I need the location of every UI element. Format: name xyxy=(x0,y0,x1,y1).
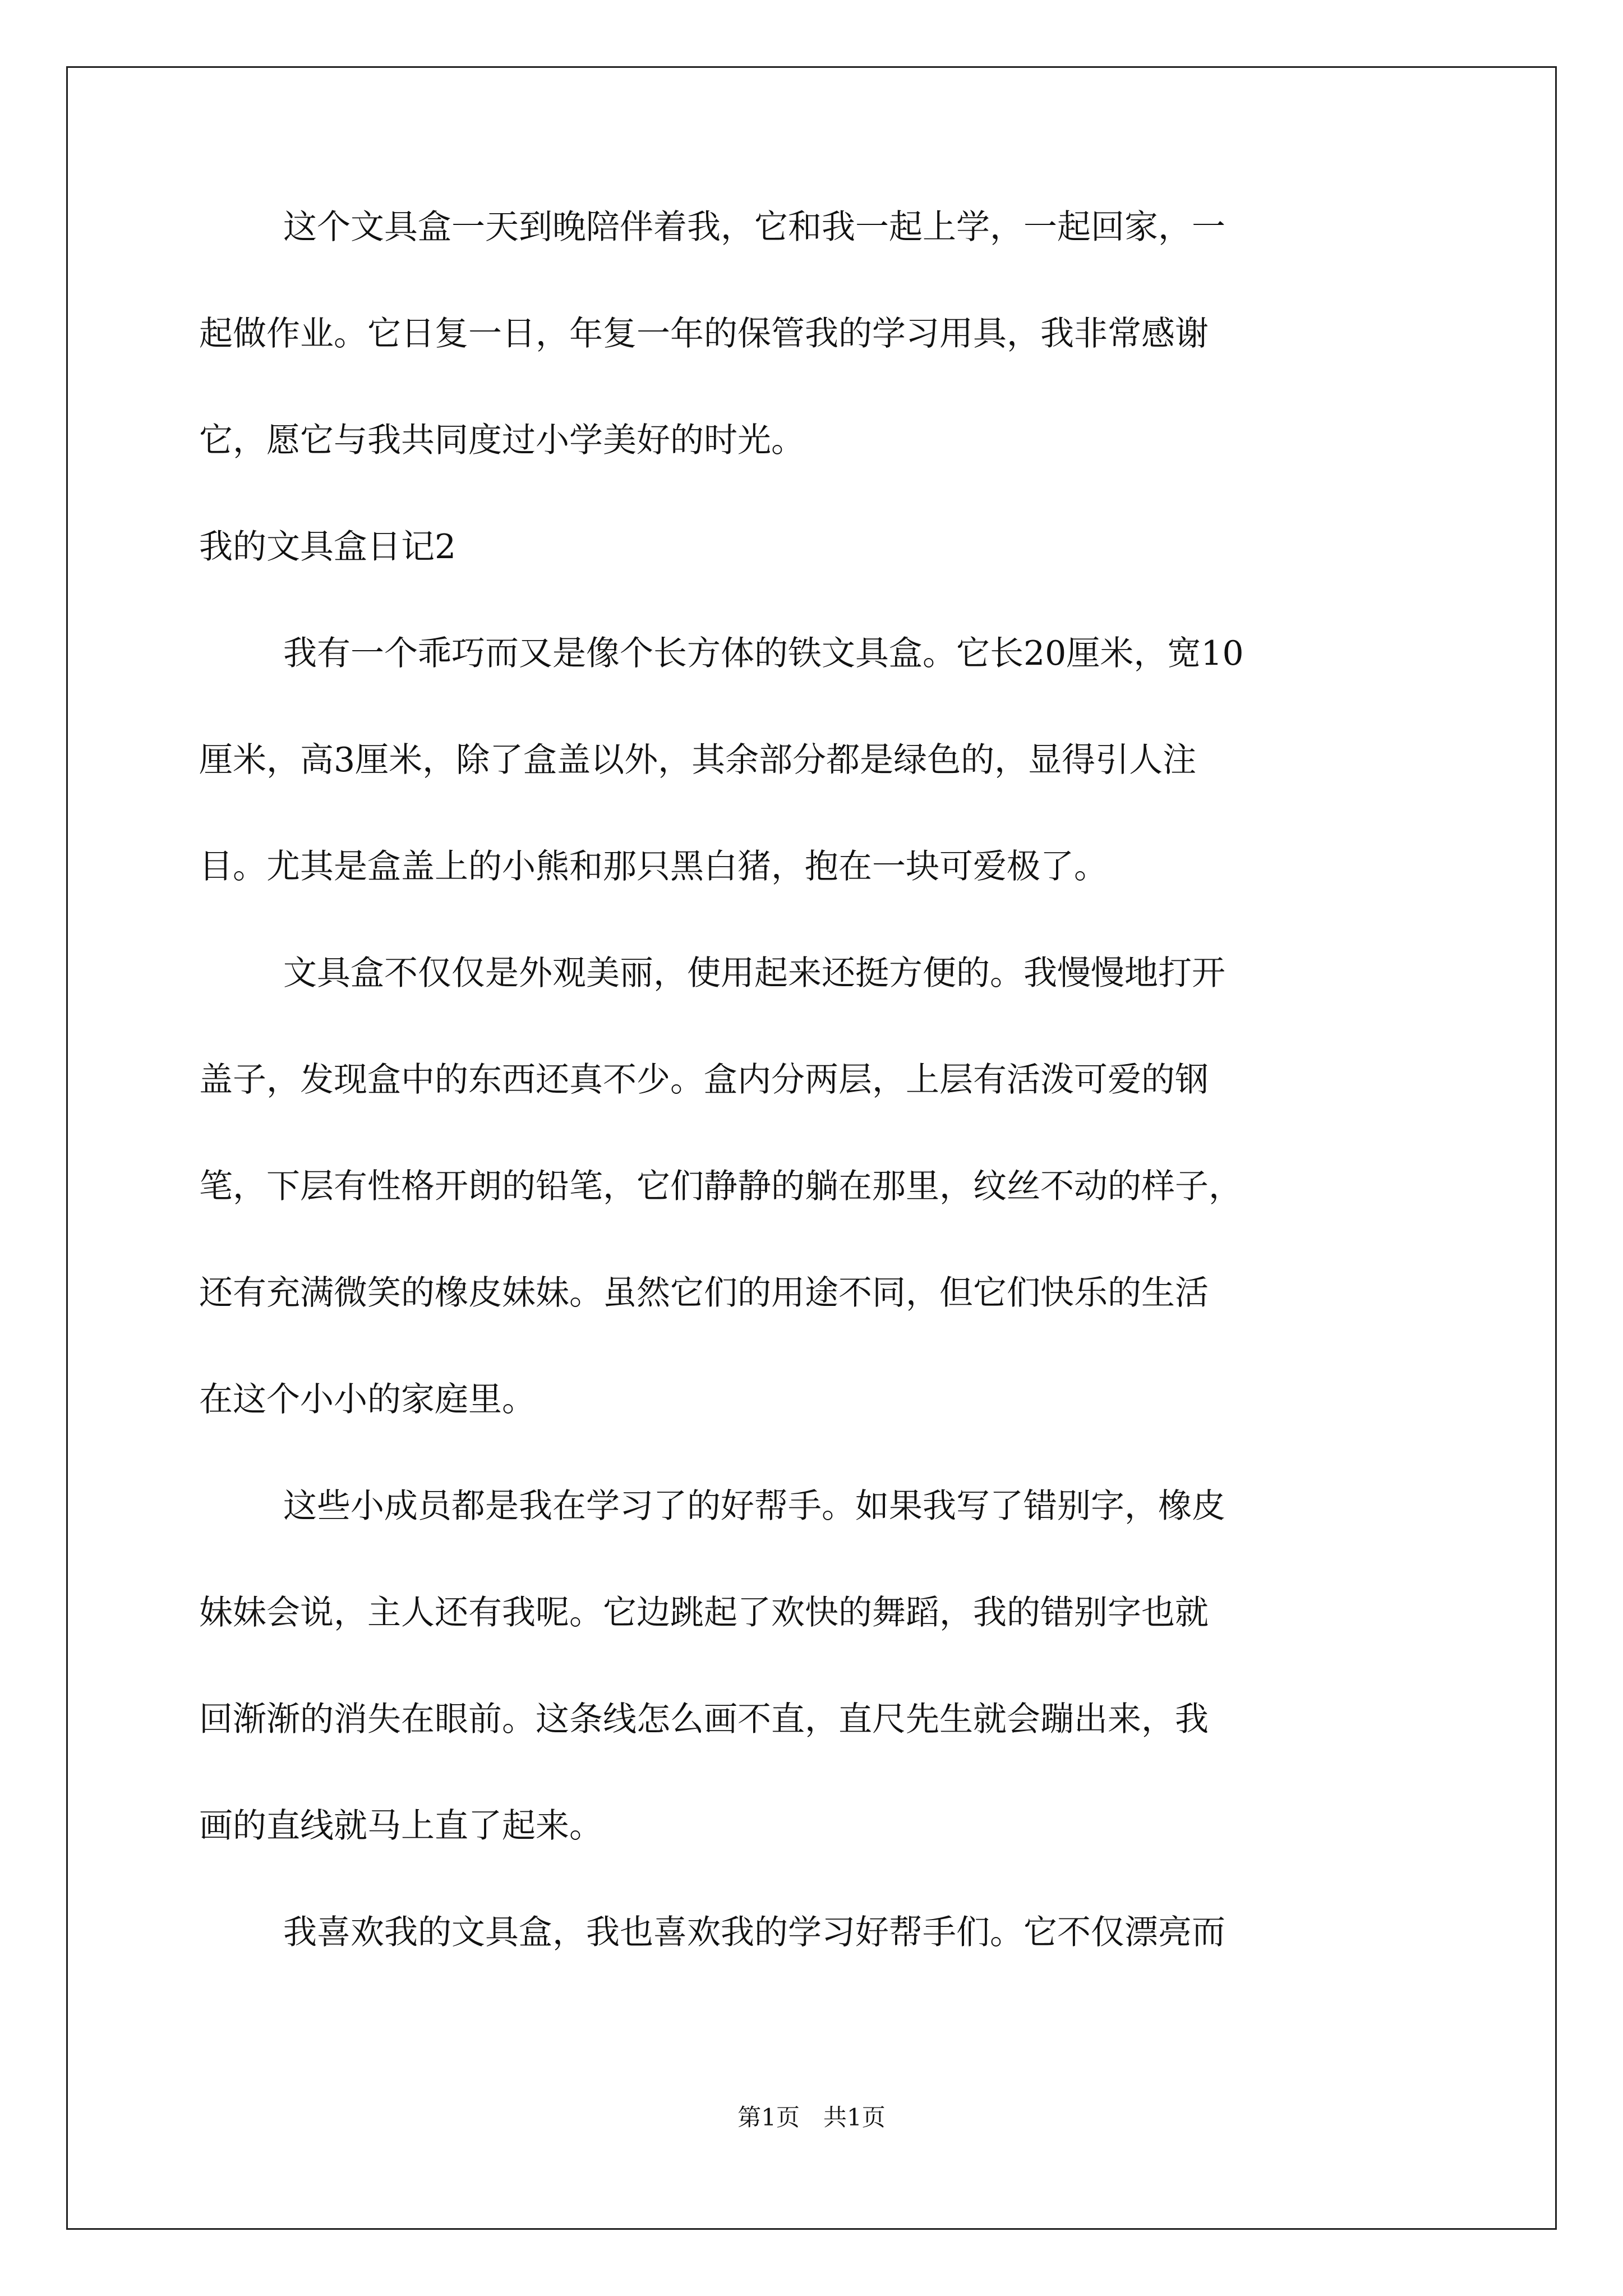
paragraph-line: 文具盒不仅仅是外观美丽，使用起来还挺方便的。我慢慢地打开 xyxy=(283,954,1225,993)
paragraph-line: 妹妹会说，主人还有我呢。它边跳起了欢快的舞蹈，我的错别字也就 xyxy=(199,1593,1209,1632)
paragraph-line: 还有充满微笑的橡皮妹妹。虽然它们的用途不同，但它们快乐的生活 xyxy=(199,1273,1209,1313)
paragraph-line: 厘米，高3厘米，除了盒盖以外，其余部分都是绿色的，显得引人注 xyxy=(199,740,1197,780)
section-heading: 我的文具盒日记2 xyxy=(199,527,457,567)
paragraph-line: 盖子，发现盒中的东西还真不少。盒内分两层，上层有活泼可爱的钢 xyxy=(199,1060,1209,1099)
page-number-footer: 第1页 共1页 xyxy=(737,2104,886,2131)
paragraph-line: 回渐渐的消失在眼前。这条线怎么画不直，直尺先生就会蹦出来，我 xyxy=(199,1700,1209,1739)
paragraph-line: 我有一个乖巧而又是像个长方体的铁文具盒。它长20厘米，宽10 xyxy=(283,634,1244,673)
paragraph-line: 笔，下层有性格开朗的铅笔，它们静静的躺在那里，纹丝不动的样子， xyxy=(199,1167,1242,1206)
paragraph-line: 它，愿它与我共同度过小学美好的时光。 xyxy=(199,421,805,460)
paragraph-line: 我喜欢我的文具盒，我也喜欢我的学习好帮手们。它不仅漂亮而 xyxy=(283,1913,1225,1952)
paragraph-line: 在这个小小的家庭里。 xyxy=(199,1380,536,1419)
paragraph-line: 这些小成员都是我在学习了的好帮手。如果我写了错别字，橡皮 xyxy=(283,1487,1225,1526)
paragraph-line: 起做作业。它日复一日，年复一年的保管我的学习用具，我非常感谢 xyxy=(199,314,1209,353)
paragraph-line: 目。尤其是盒盖上的小熊和那只黑白猪，抱在一块可爱极了。 xyxy=(199,847,1108,886)
paragraph-line: 这个文具盒一天到晚陪伴着我，它和我一起上学，一起回家，一 xyxy=(283,208,1225,247)
paragraph-line: 画的直线就马上直了起来。 xyxy=(199,1806,603,1846)
